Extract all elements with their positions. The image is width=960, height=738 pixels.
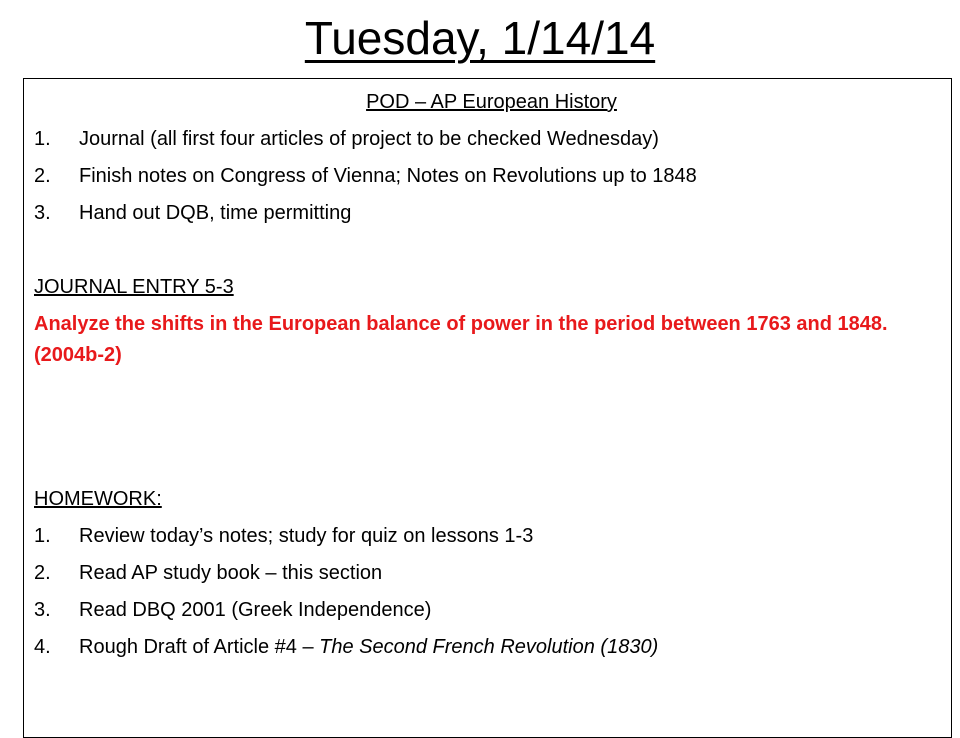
pod-item-text: Finish notes on Congress of Vienna; Notes on Revolutions up to 1848	[79, 165, 697, 187]
pod-item-number: 3.	[34, 202, 51, 224]
pod-item-text: Hand out DQB, time permitting	[79, 202, 352, 224]
homework-item-text: Read AP study book – this section	[79, 562, 383, 584]
homework-item-text: Read DBQ 2001 (Greek Independence)	[79, 599, 432, 621]
pod-item-text: Journal (all first four articles of project to be checked Wednesday)	[79, 128, 659, 150]
homework-item	[34, 592, 949, 629]
pod-item	[34, 158, 949, 195]
blank-space	[34, 371, 949, 481]
blank-line	[34, 232, 949, 269]
pod-item-number: 1.	[34, 128, 51, 150]
homework-item-text: Rough Draft of Article #4 –	[79, 636, 320, 658]
homework-list	[34, 518, 949, 666]
article-title: The Second French Revolution (1830)	[319, 636, 659, 658]
slide-title: Tuesday, 1/14/14	[304, 12, 656, 64]
pod-item-number: 2.	[34, 165, 51, 187]
pod-item	[34, 195, 949, 232]
slide-content	[34, 84, 949, 666]
homework-item-number: 3.	[34, 599, 51, 621]
homework-item	[34, 629, 949, 666]
journal-prompt: Analyze the shifts in the European balance of power in the period between 1763 and 1848. (2004b-2)	[34, 313, 888, 366]
pod-heading: POD – AP European History	[366, 91, 617, 113]
homework-item-number: 2.	[34, 562, 51, 584]
homework-heading: HOMEWORK:	[34, 488, 162, 510]
homework-item-text: Review today’s notes; study for quiz on lessons 1-3	[79, 525, 534, 547]
journal-heading: JOURNAL ENTRY 5-3	[34, 276, 234, 298]
homework-item-number: 4.	[34, 636, 51, 658]
pod-list	[34, 121, 949, 232]
homework-item	[34, 555, 949, 592]
homework-item-number: 1.	[34, 525, 51, 547]
homework-item	[34, 518, 949, 555]
pod-item	[34, 121, 949, 158]
